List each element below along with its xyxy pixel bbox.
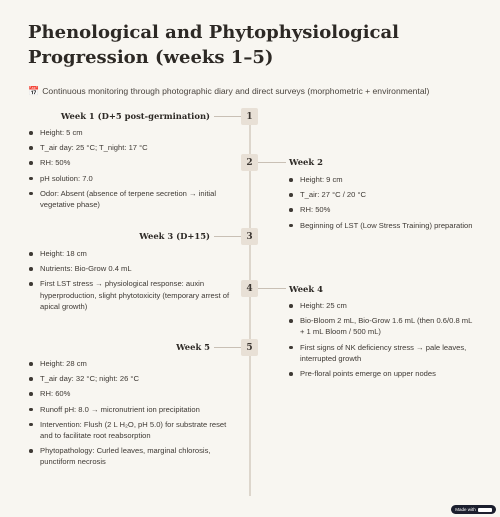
week-3-title: Week 3 (D+15) <box>139 231 210 241</box>
week-3-marker: 3 <box>241 228 258 245</box>
week-4-title: Week 4 <box>289 284 323 294</box>
list-item: Odor: Absent (absence of terpene secretion → initial vegetative phase) <box>28 188 238 210</box>
list-item: RH: 60% <box>28 388 238 399</box>
week-2-marker: 2 <box>241 154 258 171</box>
week-4-connector <box>258 288 286 289</box>
list-item: First signs of NK deficiency stress → pale leaves, interrupted growth <box>288 342 478 364</box>
list-item: Runoff pH: 8.0 → micronutrient ion precipitation <box>28 404 238 415</box>
list-item: Bio-Bloom 2 mL, Bio-Grow 1.6 mL (then 0.6/0.8 mL + 1 mL Bloom / 500 mL) <box>288 315 478 337</box>
week-2-connector <box>258 162 286 163</box>
week-2-title: Week 2 <box>289 157 323 167</box>
week-3-connector <box>214 236 242 237</box>
week-5-title: Week 5 <box>176 342 210 352</box>
list-item: T_air day: 32 °C; night: 26 °C <box>28 373 238 384</box>
list-item: Height: 25 cm <box>288 300 478 311</box>
list-item: First LST stress → physiological response: auxin hyperproduction, slight phytotoxicity (temporary arrest of apical growth) <box>28 278 238 312</box>
list-item: RH: 50% <box>288 204 478 215</box>
page-title: Phenological and Phytophysiological Progression (weeks 1–5) <box>28 22 400 68</box>
list-item: Intervention: Flush (2 L H₂O, pH 5.0) for substrate reset and to facilitate root reabsorption <box>28 419 238 441</box>
timeline-axis <box>249 116 251 496</box>
brand-logo-icon <box>478 508 492 512</box>
week-3-list <box>28 248 238 316</box>
week-5-marker: 5 <box>241 339 258 356</box>
week-1-title: Week 1 (D+5 post-germination) <box>60 111 210 121</box>
list-item: T_air: 27 °C / 20 °C <box>288 189 478 200</box>
week-5-connector <box>214 347 242 348</box>
calendar-icon: 📅 <box>28 86 40 96</box>
list-item: Height: 28 cm <box>28 358 238 369</box>
page-subtitle <box>28 86 478 97</box>
list-item: Pre-floral points emerge on upper nodes <box>288 368 478 379</box>
list-item: T_air day: 25 °C; T_night: 17 °C <box>28 142 238 153</box>
list-item: Height: 18 cm <box>28 248 238 259</box>
week-5-list <box>28 358 238 472</box>
list-item: Height: 5 cm <box>28 127 238 138</box>
week-1-marker: 1 <box>241 108 258 125</box>
list-item: Nutrients: Bio-Grow 0.4 mL <box>28 263 238 274</box>
week-2-list <box>288 174 478 235</box>
list-item: Height: 9 cm <box>288 174 478 185</box>
week-1-connector <box>214 116 242 117</box>
subtitle-text: Continuous monitoring through photographic diary and direct surveys (morphometric + environmental) <box>42 86 430 96</box>
badge-text: Made with <box>455 507 476 512</box>
list-item: pH solution: 7.0 <box>28 173 238 184</box>
made-with-badge[interactable] <box>451 505 496 514</box>
week-4-marker: 4 <box>241 280 258 297</box>
week-4-list <box>288 300 478 383</box>
list-item: Beginning of LST (Low Stress Training) preparation <box>288 220 478 231</box>
list-item: RH: 50% <box>28 157 238 168</box>
week-1-list <box>28 127 238 214</box>
list-item: Phytopathology: Curled leaves, marginal chlorosis, punctiform necrosis <box>28 445 238 467</box>
